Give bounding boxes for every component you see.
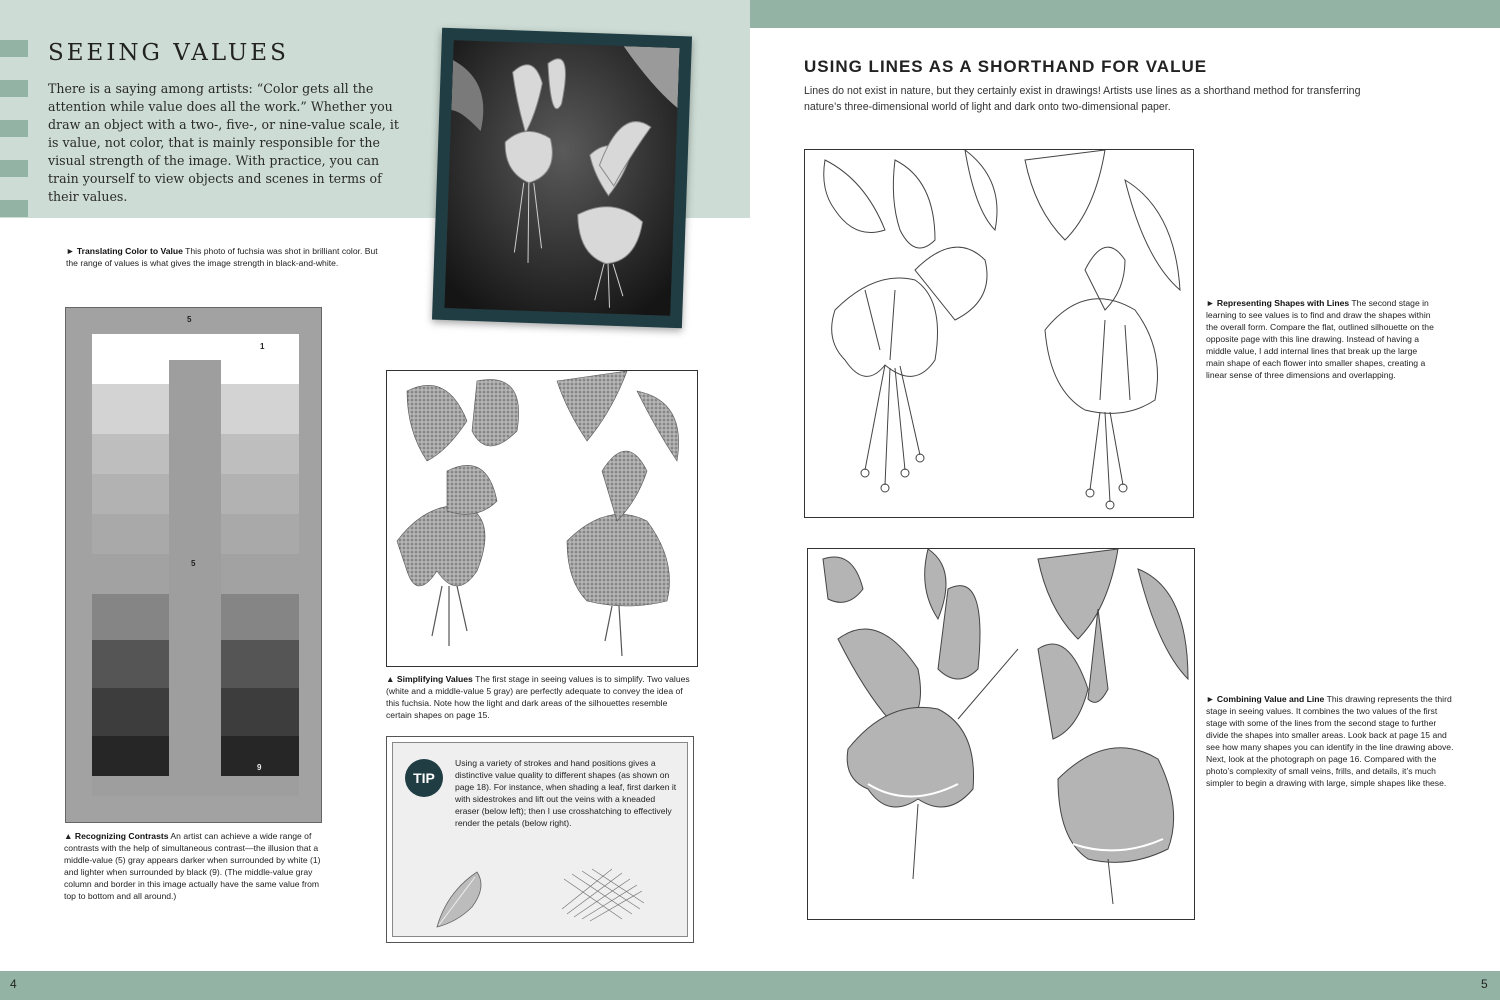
fuchsia-photo	[444, 40, 679, 316]
right-header-bar	[750, 0, 1500, 28]
value-label-black: 9	[257, 763, 262, 772]
left-intro-text: There is a saying among artists: “Color gets all the attention while value does all the work.” Whether you draw an object with a two-, five-, or nine-value scale, it is value, not color, that is mainly responsible for the visual strength of the image. With practice, you can train yourself to view objects and scenes in terms of their values.	[48, 81, 399, 204]
caption-text: An artist can achieve a wide range of contrasts with the help of simultaneous contrast—the illusion that a middle-value (5) gray appears darker when surrounded by white (1) and lighter when surrounded by black (9). (The middle-value gray column and border in this image actually have the same value from top to bottom and all around.)	[64, 831, 321, 901]
caption-text: This photo of fuchsia was shot in brilliant color. But the range of values is what gives the image strength in black-and-white.	[66, 246, 378, 268]
left-section-title: SEEING VALUES	[48, 40, 289, 66]
caption-title: Representing Shapes with Lines	[1216, 298, 1350, 308]
lines-caption	[1206, 297, 1438, 381]
contrast-caption	[64, 830, 326, 902]
contrast-illustration	[65, 307, 322, 823]
caption-title: Recognizing Contrasts	[74, 831, 169, 841]
crosshatch-sketch	[552, 859, 652, 929]
silhouette-drawing	[386, 370, 698, 667]
caption-marker: ►	[1206, 694, 1215, 704]
value-label-top: 5	[187, 315, 192, 324]
line-drawing	[804, 149, 1194, 518]
margin-tab	[0, 40, 28, 57]
leaf-sketch	[427, 867, 517, 932]
caption-text: The first stage in seeing values is to simplify. Two values (white and a middle-value 5 gray) are perfectly adequate to convey the idea of this fuchsia. Note how the light and dark areas of the silhouettes resemble certain shapes on page 15.	[386, 674, 690, 720]
tip-text: Using a variety of strokes and hand positions gives a distinctive value quality to different shapes (as shown on page 18). For instance, when shading a leaf, first darken it with sidestrokes and lift out the veins with a kneaded eraser (below left); then I use crosshatching to effectively render the petals (below right).	[455, 758, 677, 828]
caption-marker: ▲	[386, 674, 395, 684]
right-section-title: USING LINES AS A SHORTHAND FOR VALUE	[804, 57, 1208, 76]
caption-title: Translating Color to Value	[76, 246, 183, 256]
caption-text: The second stage in learning to see values is to find and draw the shapes within the overall form. Compare the flat, outlined silhouette on the opposite page with this line drawing. Instead of having a middle value, I add internal lines that break up the large main shape of each flower into smaller shapes, creating a linear sense of three dimensions and overlapping.	[1206, 298, 1434, 380]
right-intro-text: Lines do not exist in nature, but they certainly exist in drawings! Artists use lines as a shorthand method for transferring nature’s three-dimensional world of light and dark onto two-dimensional paper.	[804, 85, 1361, 113]
left-page-number: 4	[10, 977, 17, 991]
right-footer-bar	[750, 971, 1500, 1000]
caption-marker: ►	[66, 246, 75, 256]
left-footer-bar	[0, 971, 750, 1000]
tip-badge: TIP	[405, 759, 443, 797]
caption-title: Combining Value and Line	[1216, 694, 1325, 704]
tip-box	[386, 736, 694, 943]
margin-tab	[0, 120, 28, 137]
value-label-white: 1	[260, 342, 265, 351]
value-line-drawing	[807, 548, 1195, 920]
simplify-caption	[386, 673, 692, 721]
combine-caption	[1206, 693, 1458, 789]
margin-tab	[0, 200, 28, 217]
photo-caption	[66, 245, 384, 269]
caption-marker: ▲	[64, 831, 73, 841]
margin-tab	[0, 160, 28, 177]
fuchsia-photo-frame	[432, 28, 692, 329]
caption-title: Simplifying Values	[396, 674, 473, 684]
right-page-number: 5	[1481, 977, 1488, 991]
caption-text: This drawing represents the third stage in seeing values. It combines the two values of the first stage with some of the lines from the second stage to further divide the shapes into smaller areas. Look back at page 15 and see how many shapes you can identify in the line drawing above. Next, look at the photograph on page 16. Compared with the photo’s complexity of small veins, frills, and details, it’s much simpler to begin a drawing with large, simple shapes like these.	[1206, 694, 1454, 788]
caption-marker: ►	[1206, 298, 1215, 308]
value-label-middle: 5	[191, 559, 196, 568]
margin-tab	[0, 80, 28, 97]
